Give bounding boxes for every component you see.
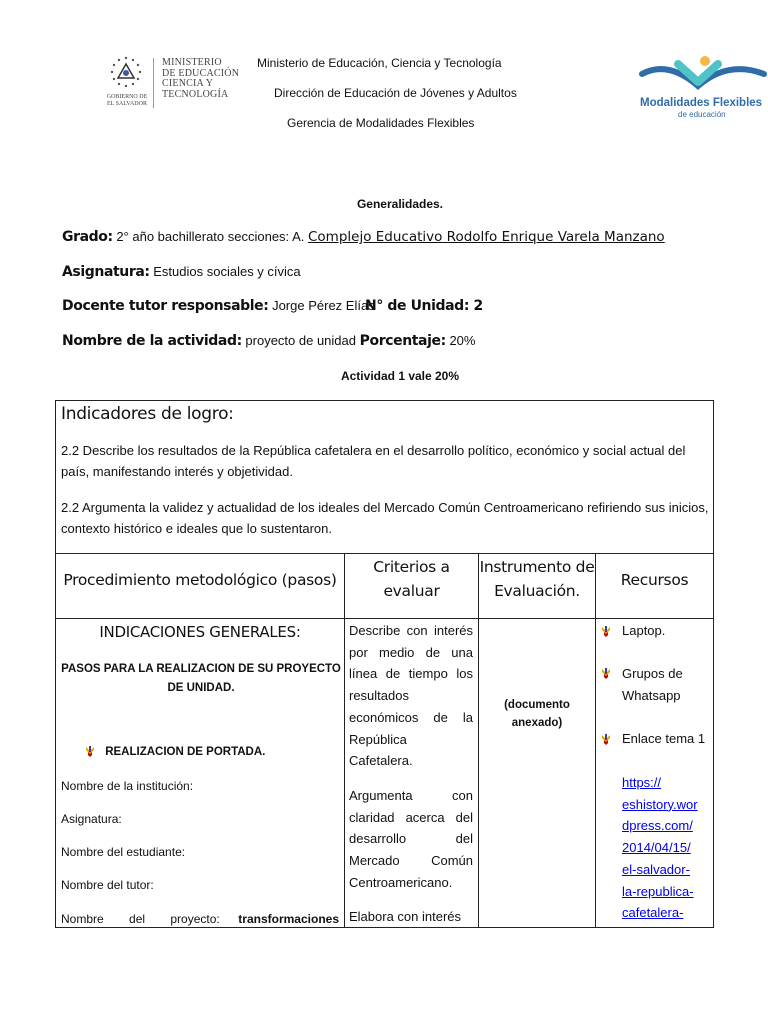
header-criteria: Criterios a evaluar xyxy=(373,558,450,600)
porcentaje-value: 20% xyxy=(449,333,476,348)
criteria-item: Argumenta con claridad acerca del desarrollo del Mercado Común Centroamericano. xyxy=(349,788,473,890)
resource-laptop: Laptop. xyxy=(622,623,666,638)
mf-logo-subtext: de educación xyxy=(678,110,726,119)
unidad-label: N° de Unidad xyxy=(365,298,464,314)
table-divider xyxy=(55,618,714,619)
link-line[interactable]: dpress.com/ xyxy=(622,818,693,834)
school-name: Complejo Educativo Rodolfo Enrique Varela Manzano xyxy=(307,229,665,245)
resource-link[interactable] xyxy=(622,772,698,924)
arrow-down-bullet-icon xyxy=(600,626,612,638)
asignatura-label: Asignatura: xyxy=(62,264,150,280)
asignatura-value: Estudios sociales y cívica xyxy=(153,264,301,279)
indicator-item: 2.2 Describe los resultados de la República cafetalera en el desarrollo político, económico y social actual del país, manifestando interés y objetividad. xyxy=(61,443,686,479)
link-line[interactable]: eshistory.wor xyxy=(622,796,698,812)
grado-value: 2° año bachillerato secciones: A. xyxy=(116,229,305,244)
link-line[interactable]: 2014/04/15/ xyxy=(622,840,691,856)
cover-bullet xyxy=(84,746,265,758)
ministry-logo-text: MINISTERIO DE EDUCACIÓN CIENCIA Y TECNOLOGÍA xyxy=(162,57,240,100)
indicators-title: Indicadores de logro: xyxy=(61,404,234,424)
criteria-item: Describe con interés por medio de una línea de tiempo los resultados económicos de la República Cafetalera. xyxy=(349,623,473,769)
modalidades-flexibles-logo xyxy=(638,52,768,120)
grado-line xyxy=(62,229,665,245)
field-tutor: Nombre del tutor: xyxy=(61,878,154,892)
docente-label: Docente tutor responsable: xyxy=(62,298,269,314)
activity-value-line: Actividad 1 vale 20% xyxy=(340,369,460,383)
docente-value: Jorge Pérez Elías xyxy=(272,298,375,313)
resource-whatsapp: Grupos de Whatsapp xyxy=(622,666,683,703)
field-institution: Nombre de la institución: xyxy=(61,779,194,793)
field-student: Nombre del estudiante: xyxy=(61,845,186,859)
asignatura-line xyxy=(62,264,301,280)
actividad-line xyxy=(62,333,475,349)
field-subject: Asignatura: xyxy=(61,812,122,826)
link-line[interactable]: cafetalera- xyxy=(622,905,684,921)
link-line[interactable]: la-republica- xyxy=(622,883,694,899)
table-divider xyxy=(55,553,714,554)
logo-divider xyxy=(153,58,154,108)
unidad-value: : 2 xyxy=(463,298,483,314)
ministry-logo xyxy=(104,54,249,112)
book-person-icon xyxy=(638,52,768,98)
table-divider xyxy=(344,553,345,928)
header-procedure: Procedimiento metodológico (pasos) xyxy=(63,571,337,589)
header-line-ministry: Ministerio de Educación, Ciencia y Tecnología xyxy=(257,56,502,70)
page-title: Generalidades. xyxy=(356,197,444,211)
field-project xyxy=(61,912,339,926)
steps-subtitle: PASOS PARA LA REALIZACION DE SU PROYECTO DE UNIDAD. xyxy=(61,663,341,694)
field-project-label: Nombre del proyecto: xyxy=(61,912,220,926)
arrow-down-bullet-icon xyxy=(84,746,96,758)
link-line[interactable]: https:// xyxy=(622,775,662,790)
general-instructions-title: INDICACIONES GENERALES: xyxy=(99,623,301,641)
porcentaje-label: Porcentaje: xyxy=(359,333,446,349)
docente-line xyxy=(62,298,375,314)
unidad-line xyxy=(365,298,483,314)
field-project-value: transformaciones xyxy=(238,912,339,926)
indicator-item: 2.2 Argumenta la validez y actualidad de los ideales del Mercado Común Centroamericano refiriendo sus inicios, contexto histórico e ideales que lo sustentaron. xyxy=(61,500,709,536)
grado-label: Grado: xyxy=(62,229,113,245)
header-line-management: Gerencia de Modalidades Flexibles xyxy=(287,116,475,130)
header-instrument: Instrumento de Evaluación. xyxy=(479,558,595,600)
cover-bullet-label: REALIZACION DE PORTADA. xyxy=(105,746,266,759)
seal-caption: GOBIERNO DE EL SALVADOR xyxy=(106,94,148,107)
actividad-value: proyecto de unidad xyxy=(245,333,356,348)
table-divider xyxy=(478,553,479,928)
mf-logo-text: Modalidades Flexibles xyxy=(640,97,763,109)
arrow-down-bullet-icon xyxy=(600,668,612,680)
arrow-down-bullet-icon xyxy=(600,734,612,746)
header-line-direction: Dirección de Educación de Jóvenes y Adultos xyxy=(274,86,517,100)
criteria-item: Elabora con interés xyxy=(349,909,462,924)
resource-link-label: Enlace tema 1 xyxy=(622,731,706,746)
header-resources: Recursos xyxy=(620,571,689,589)
link-line[interactable]: el-salvador- xyxy=(622,861,690,877)
table-divider xyxy=(595,553,596,928)
actividad-label: Nombre de la actividad: xyxy=(62,333,242,349)
instrument-text: (documento anexado) xyxy=(504,699,570,729)
